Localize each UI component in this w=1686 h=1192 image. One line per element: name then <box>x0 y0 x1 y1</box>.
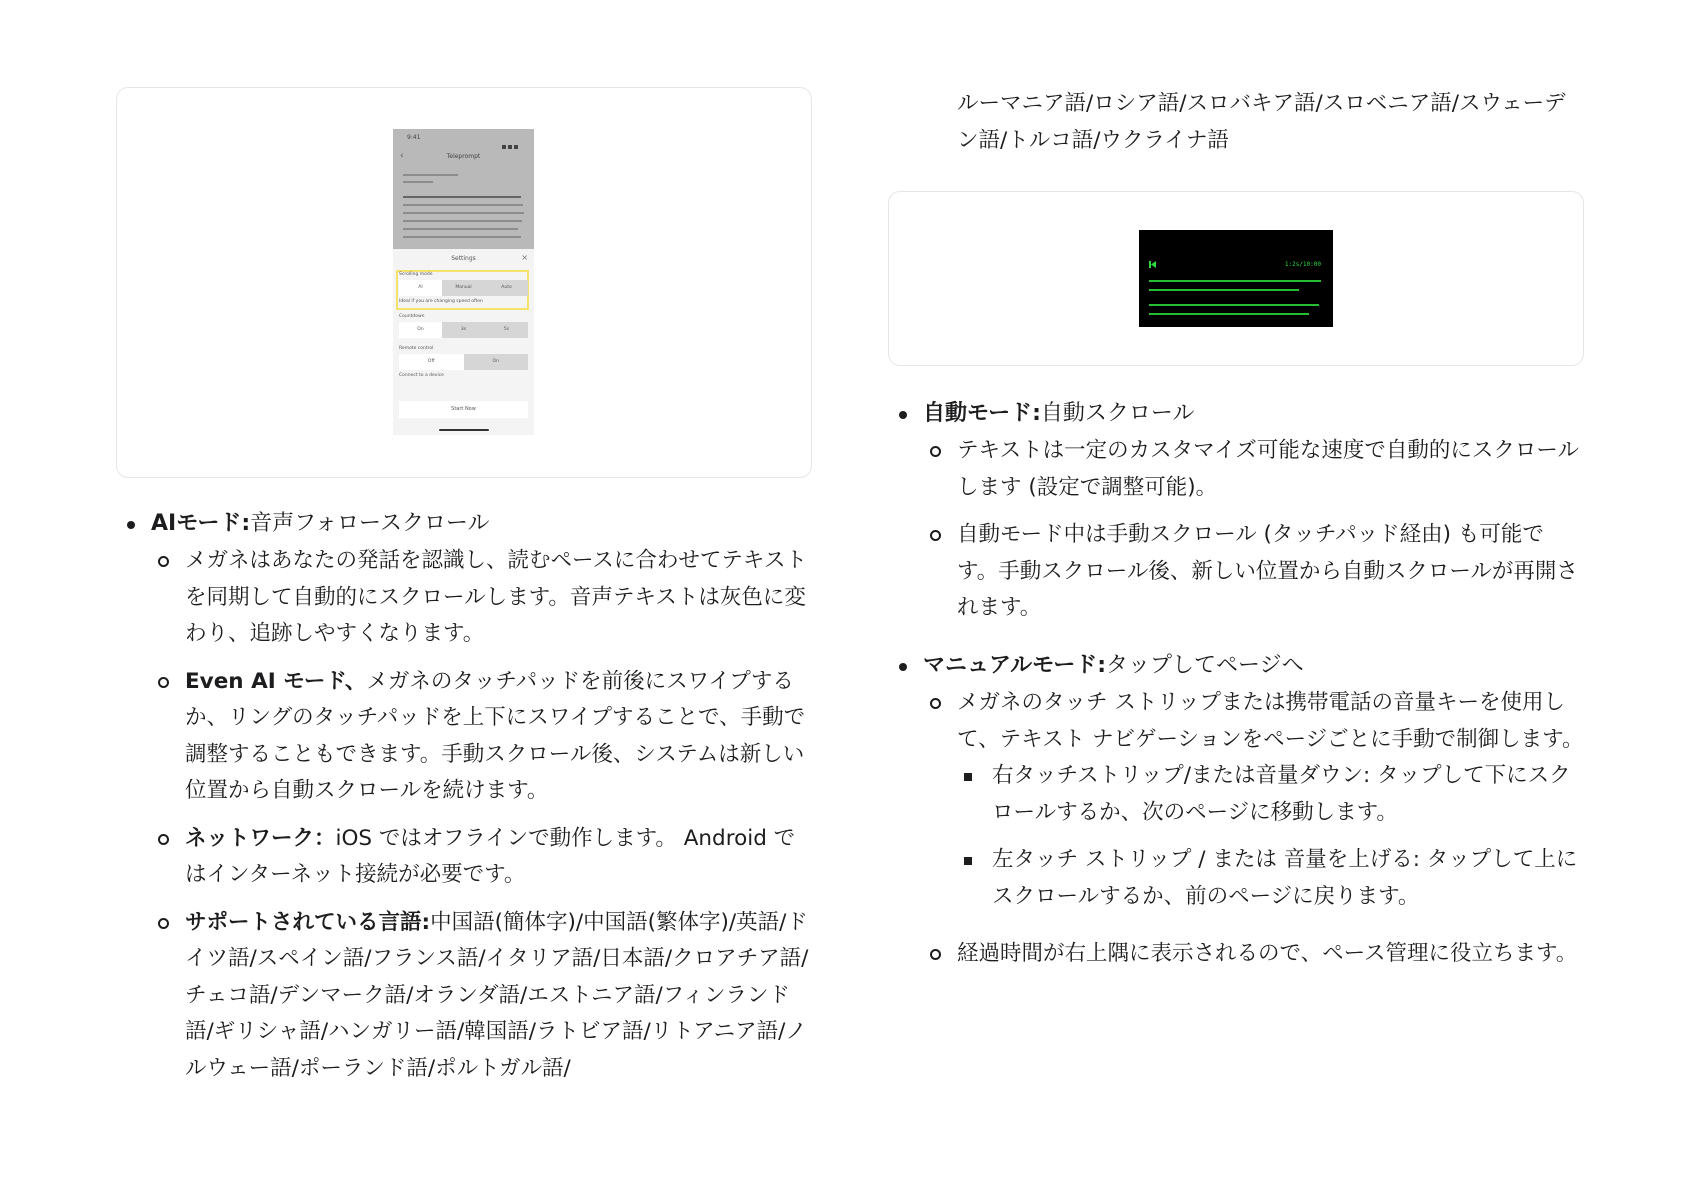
manual-mode-item: メガネのタッチ ストリップまたは携帯電話の音量キーを使用して、テキスト ナビゲーションをページごとに手動で制御します。 <box>888 685 1584 758</box>
ai-mode-item: ネットワーク：iOS ではオフラインで動作します。 Android ではインターネット接続が必要です。 <box>116 821 812 894</box>
scrolling-mode-label: Scrolling mode <box>399 272 433 277</box>
remote-control-label: Remote control <box>399 346 434 351</box>
manual-subitem: 右タッチストリップ/または音量ダウン: タップして下にスクロールするか、次のページに移動します。 <box>957 758 1584 831</box>
option-5s[interactable]: 5s <box>503 327 510 332</box>
screen-title: Teleprompt <box>446 153 481 160</box>
manual-subitem: 左タッチ ストリップ / または 音量を上げる: タップして上にスクロールするか、前のページに戻ります。 <box>957 842 1584 915</box>
display-text-line <box>1149 289 1299 291</box>
scrolling-mode-segmented[interactable] <box>399 280 528 296</box>
phone-background-screen <box>393 129 534 249</box>
manual-mode-section <box>888 648 1584 973</box>
start-button[interactable]: Start Now <box>399 401 528 418</box>
phone-mockup <box>393 129 534 435</box>
countdown-segmented[interactable] <box>399 322 528 338</box>
home-indicator <box>439 429 489 431</box>
languages-text: ルーマニア語/ロシア語/スロバキア語/スロベニア語/スウェーデン語/トルコ語/ウクライナ語 <box>957 91 1566 153</box>
option-on[interactable]: On <box>492 359 499 364</box>
text-line <box>403 181 433 183</box>
text-line <box>403 236 521 238</box>
display-text-line <box>1149 280 1321 282</box>
display-text-line <box>1149 304 1319 306</box>
auto-mode-item: テキストは一定のカスタマイズ可能な速度で自動的にスクロールします (設定で調整可能)。 <box>888 433 1584 506</box>
manual-mode-subitems <box>888 758 1584 915</box>
phone-screenshot-figure <box>116 87 812 478</box>
settings-title: Settings <box>451 255 476 262</box>
manual-mode-title: マニュアルモード:タップしてページへ <box>888 648 1584 684</box>
auto-mode-title: 自動モード:自動スクロール <box>888 396 1584 432</box>
playback-icon <box>1149 261 1156 268</box>
languages-continued <box>888 86 1584 159</box>
ai-mode-item: メガネはあなたの発話を認識し、読むペースに合わせてテキストを同期して自動的にスクロールします。音声テキストは灰色に変わり、追跡しやすくなります。 <box>116 543 812 653</box>
text-line <box>403 212 524 214</box>
status-time: 9:41 <box>407 134 421 141</box>
text-line <box>403 220 522 222</box>
text-line <box>403 204 523 206</box>
option-ai[interactable]: AI <box>399 280 442 296</box>
back-chevron-icon: ‹ <box>400 151 404 161</box>
text-line <box>403 228 518 230</box>
display-text-line <box>1149 313 1309 315</box>
auto-mode-item: 自動モード中は手動スクロール (タッチパッド経由) も可能です。手動スクロール後、新しい位置から自動スクロールが再開されます。 <box>888 517 1584 627</box>
glasses-display-figure <box>888 191 1584 366</box>
countdown-label: Countdown <box>399 314 425 319</box>
option-manual[interactable]: Manual <box>455 285 472 290</box>
scrolling-mode-note: Ideal if you are changing speed often <box>399 299 483 304</box>
ai-mode-item: Even AI モード、メガネのタッチパッドを前後にスワイプするか、リングのタッチパッドを上下にスワイプすることで、手動で調整することもできます。手動スクロール後、システムは新しい位置から自動スクロールを続けます。 <box>116 664 812 810</box>
elapsed-time: 1:2s/10:00 <box>1284 261 1321 268</box>
text-line <box>403 196 521 198</box>
remote-control-segmented[interactable] <box>399 354 528 370</box>
close-icon[interactable]: × <box>521 253 528 262</box>
glasses-display <box>1139 230 1333 327</box>
option-auto[interactable]: Auto <box>501 285 512 290</box>
text-line <box>403 174 458 176</box>
option-on[interactable]: On <box>399 322 442 338</box>
remote-control-note: Connect to a device <box>399 373 444 378</box>
auto-mode-section <box>888 396 1584 627</box>
option-3s[interactable]: 3s <box>460 327 467 332</box>
ai-mode-section <box>116 506 812 1087</box>
manual-mode-item: 経過時間が右上隅に表示されるので、ペース管理に役立ちます。 <box>888 936 1584 973</box>
signal-icon <box>500 134 528 139</box>
ai-mode-title: AIモード:音声フォロースクロール <box>116 506 812 542</box>
ai-mode-item: サポートされている言語:中国語(簡体字)/中国語(繁体字)/英語/ドイツ語/スペイン語/フランス語/イタリア語/日本語/クロアチア語/チェコ語/デンマーク語/オランダ語/エストニア語/フィンランド語/ギリシャ語/ハンガリー語/韓国語/ラトビア語/リトアニア語/ノルウェー語/ポーランド語/ポルトガル語/ <box>116 905 812 1088</box>
option-off[interactable]: Off <box>399 354 464 370</box>
